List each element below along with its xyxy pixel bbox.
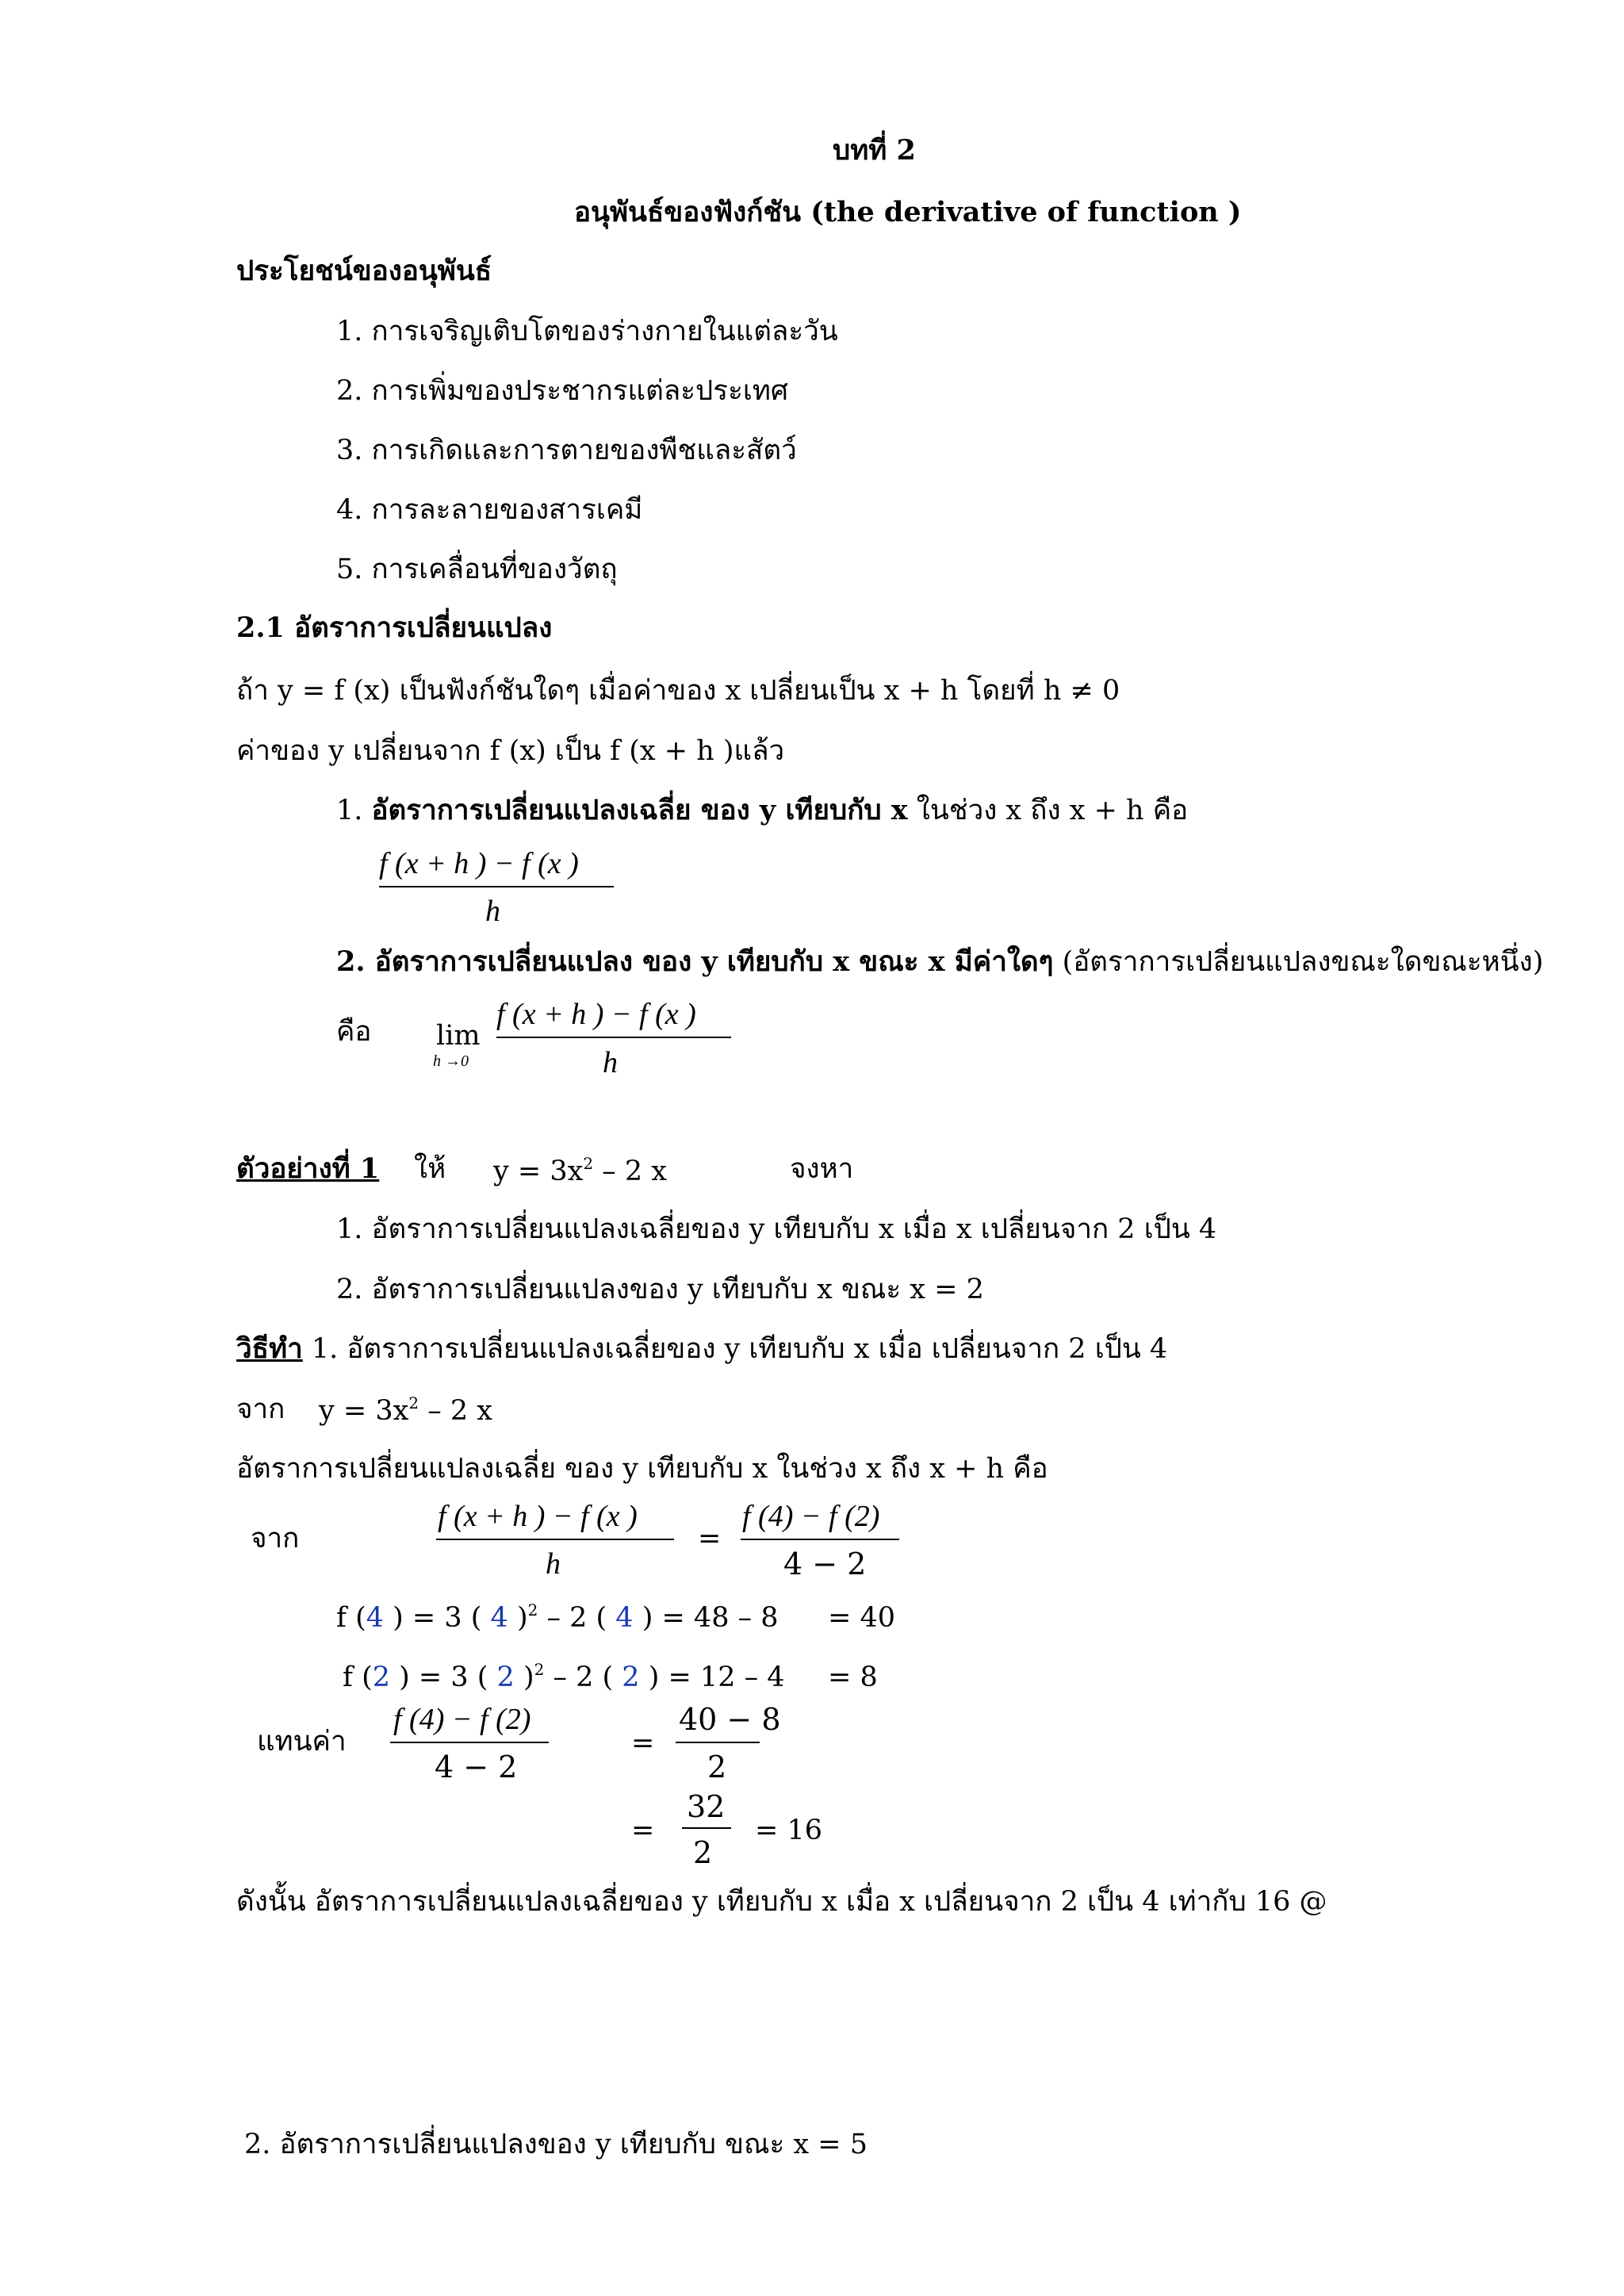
solution-equation	[319, 1393, 492, 1432]
definition-2	[336, 945, 1543, 979]
subst-fraction-numerator: f (4) − f (2)	[393, 1703, 531, 1736]
chapter-heading: บทที่ 2	[833, 134, 916, 167]
f4-part: ) = 48 – 8	[633, 1602, 779, 1634]
solution-line-1	[236, 1332, 1167, 1366]
f4-value: 4	[615, 1602, 634, 1634]
definition-1	[336, 793, 1188, 828]
f2-calculation	[343, 1660, 784, 1698]
subst-fraction-denominator: 4 − 2	[435, 1750, 518, 1784]
solution-fraction2-denominator: 4 − 2	[783, 1547, 867, 1581]
f4-part: f (	[336, 1602, 366, 1634]
example-find: จงหา	[790, 1153, 854, 1185]
limit-fraction-numerator: f (x + h ) − f (x )	[496, 998, 696, 1031]
definition-2-is: คือ	[336, 1016, 372, 1048]
limit-symbol: lim	[436, 1020, 481, 1052]
substitute-label: แทนค่า	[257, 1726, 347, 1757]
f4-calculation	[336, 1600, 778, 1639]
solution-fraction-bar	[436, 1539, 674, 1540]
solution-fraction2-bar	[741, 1539, 899, 1540]
solution-equation-lhs: y = 3x	[319, 1395, 409, 1427]
section-heading: 2.1 อัตราการเปลี่ยนแปลง	[236, 611, 553, 644]
definition-2-title: 2. อัตราการเปลี่ยนแปลง ของ y เทียบกับ x ขณะ x มีค่าใดๆ	[336, 945, 1054, 978]
f4-value: 4	[490, 1602, 508, 1634]
solution-fraction-numerator: f (x + h ) − f (x )	[438, 1500, 638, 1533]
definition-1-title: อัตราการเปลี่ยนแปลงเฉลี่ย ของ y เทียบกับ x	[371, 794, 908, 826]
limit-subscript: h →0	[433, 1052, 469, 1070]
fraction-numerator: f (x + h ) − f (x )	[379, 847, 579, 880]
subst-fraction-bar	[390, 1742, 549, 1743]
solution-from: จาก	[236, 1393, 285, 1425]
example-equation	[493, 1154, 667, 1192]
subst2-fraction-denominator: 2	[707, 1750, 727, 1784]
solution-equation-rhs: – 2 x	[419, 1395, 492, 1427]
subst2-fraction-bar	[676, 1742, 760, 1743]
f2-part: )	[514, 1662, 534, 1693]
equals-sign: =	[631, 1815, 655, 1846]
f4-value: 4	[366, 1602, 385, 1634]
solution-step-3: อัตราการเปลี่ยนแปลงเฉลี่ย ของ y เทียบกับ x ในช่วง x ถึง x + h คือ	[236, 1453, 1048, 1485]
definition-1-tail: ในช่วง x ถึง x + h คือ	[907, 795, 1189, 826]
benefit-item: 2. การเพิ่มของประชากรแต่ละประเทศ	[336, 375, 789, 407]
conclusion: ดังนั้น อัตราการเปลี่ยนแปลงเฉลี่ยของ y เทียบกับ x เมื่อ x เปลี่ยนจาก 2 เป็น 4 เท่ากับ 16 @	[236, 1886, 1327, 1918]
f2-result: = 8	[828, 1662, 878, 1693]
f2-part: ) = 3 (	[390, 1662, 497, 1693]
benefits-heading: ประโยชน์ของอนุพันธ์	[236, 255, 492, 287]
f2-part: f (	[343, 1662, 373, 1693]
limit-fraction-denominator: h	[603, 1046, 618, 1079]
solution-fraction2-numerator: f (4) − f (2)	[742, 1500, 880, 1533]
benefit-item: 5. การเคลื่อนที่ของวัตถุ	[336, 554, 618, 585]
equals-sign: =	[631, 1727, 655, 1759]
solution-from-2: จาก	[251, 1523, 300, 1554]
part-2-heading: 2. อัตราการเปลี่ยนแปลงของ y เทียบกับ ขณะ x = 5	[244, 2129, 868, 2160]
paragraph-1: ถ้า y = f (x) เป็นฟังก์ชันใดๆ เมื่อค่าของ x เปลี่ยนเป็น x + h โดยที่ h ≠ 0	[236, 675, 1120, 707]
example-give: ให้	[414, 1153, 446, 1185]
f2-value: 2	[372, 1662, 391, 1693]
solution-equation-exponent: 2	[408, 1393, 419, 1412]
example-equation-lhs: y = 3x	[493, 1156, 584, 1187]
f2-value: 2	[496, 1662, 515, 1693]
definition-1-number: 1.	[336, 795, 372, 826]
final-result: = 16	[755, 1815, 822, 1846]
f4-part: – 2 (	[538, 1602, 616, 1634]
example-equation-exponent: 2	[583, 1154, 594, 1173]
chapter-title: อนุพันธ์ของฟังก์ชัน (the derivative of function )	[574, 196, 1242, 228]
limit-fraction-bar	[496, 1037, 731, 1038]
fraction-denominator: h	[485, 895, 500, 928]
paragraph-2: ค่าของ y เปลี่ยนจาก f (x) เป็น f (x + h )แล้ว	[236, 735, 785, 767]
result-fraction-bar	[682, 1827, 731, 1829]
f4-part: ) = 3 (	[384, 1602, 491, 1634]
f2-part: – 2 (	[544, 1662, 622, 1693]
solution-label: วิธีทำ	[236, 1332, 303, 1365]
f2-part: ) = 12 – 4	[639, 1662, 785, 1693]
subst2-fraction-numerator: 40 − 8	[679, 1702, 781, 1737]
definition-2-tail: (อัตราการเปลี่ยนแปลงขณะใดขณะหนึ่ง)	[1053, 946, 1544, 978]
f4-result: = 40	[828, 1602, 895, 1634]
result-fraction-denominator: 2	[693, 1835, 713, 1870]
benefit-item: 4. การละลายของสารเคมี	[336, 494, 643, 526]
example-equation-rhs: – 2 x	[593, 1156, 667, 1187]
solution-step-1: 1. อัตราการเปลี่ยนแปลงเฉลี่ยของ y เทียบกับ x เมื่อ เปลี่ยนจาก 2 เป็น 4	[302, 1333, 1168, 1365]
f4-part: )	[508, 1602, 528, 1634]
result-fraction-numerator: 32	[687, 1789, 726, 1824]
equals-sign: =	[698, 1523, 722, 1554]
benefit-item: 1. การเจริญเติบโตของร่างกายในแต่ละวัน	[336, 316, 838, 347]
example-label: ตัวอย่างที่ 1	[236, 1152, 380, 1185]
f2-exponent: 2	[534, 1660, 545, 1679]
benefit-item: 3. การเกิดและการตายของพืชและสัตว์	[336, 435, 797, 466]
example-question-2: 2. อัตราการเปลี่ยนแปลงของ y เทียบกับ x ขณะ x = 2	[336, 1274, 984, 1305]
example-question-1: 1. อัตราการเปลี่ยนแปลงเฉลี่ยของ y เทียบกับ x เมื่อ x เปลี่ยนจาก 2 เป็น 4	[336, 1213, 1217, 1245]
f4-exponent: 2	[527, 1600, 538, 1619]
fraction-bar	[379, 886, 614, 887]
f2-value: 2	[622, 1662, 640, 1693]
solution-fraction-denominator: h	[546, 1547, 561, 1581]
